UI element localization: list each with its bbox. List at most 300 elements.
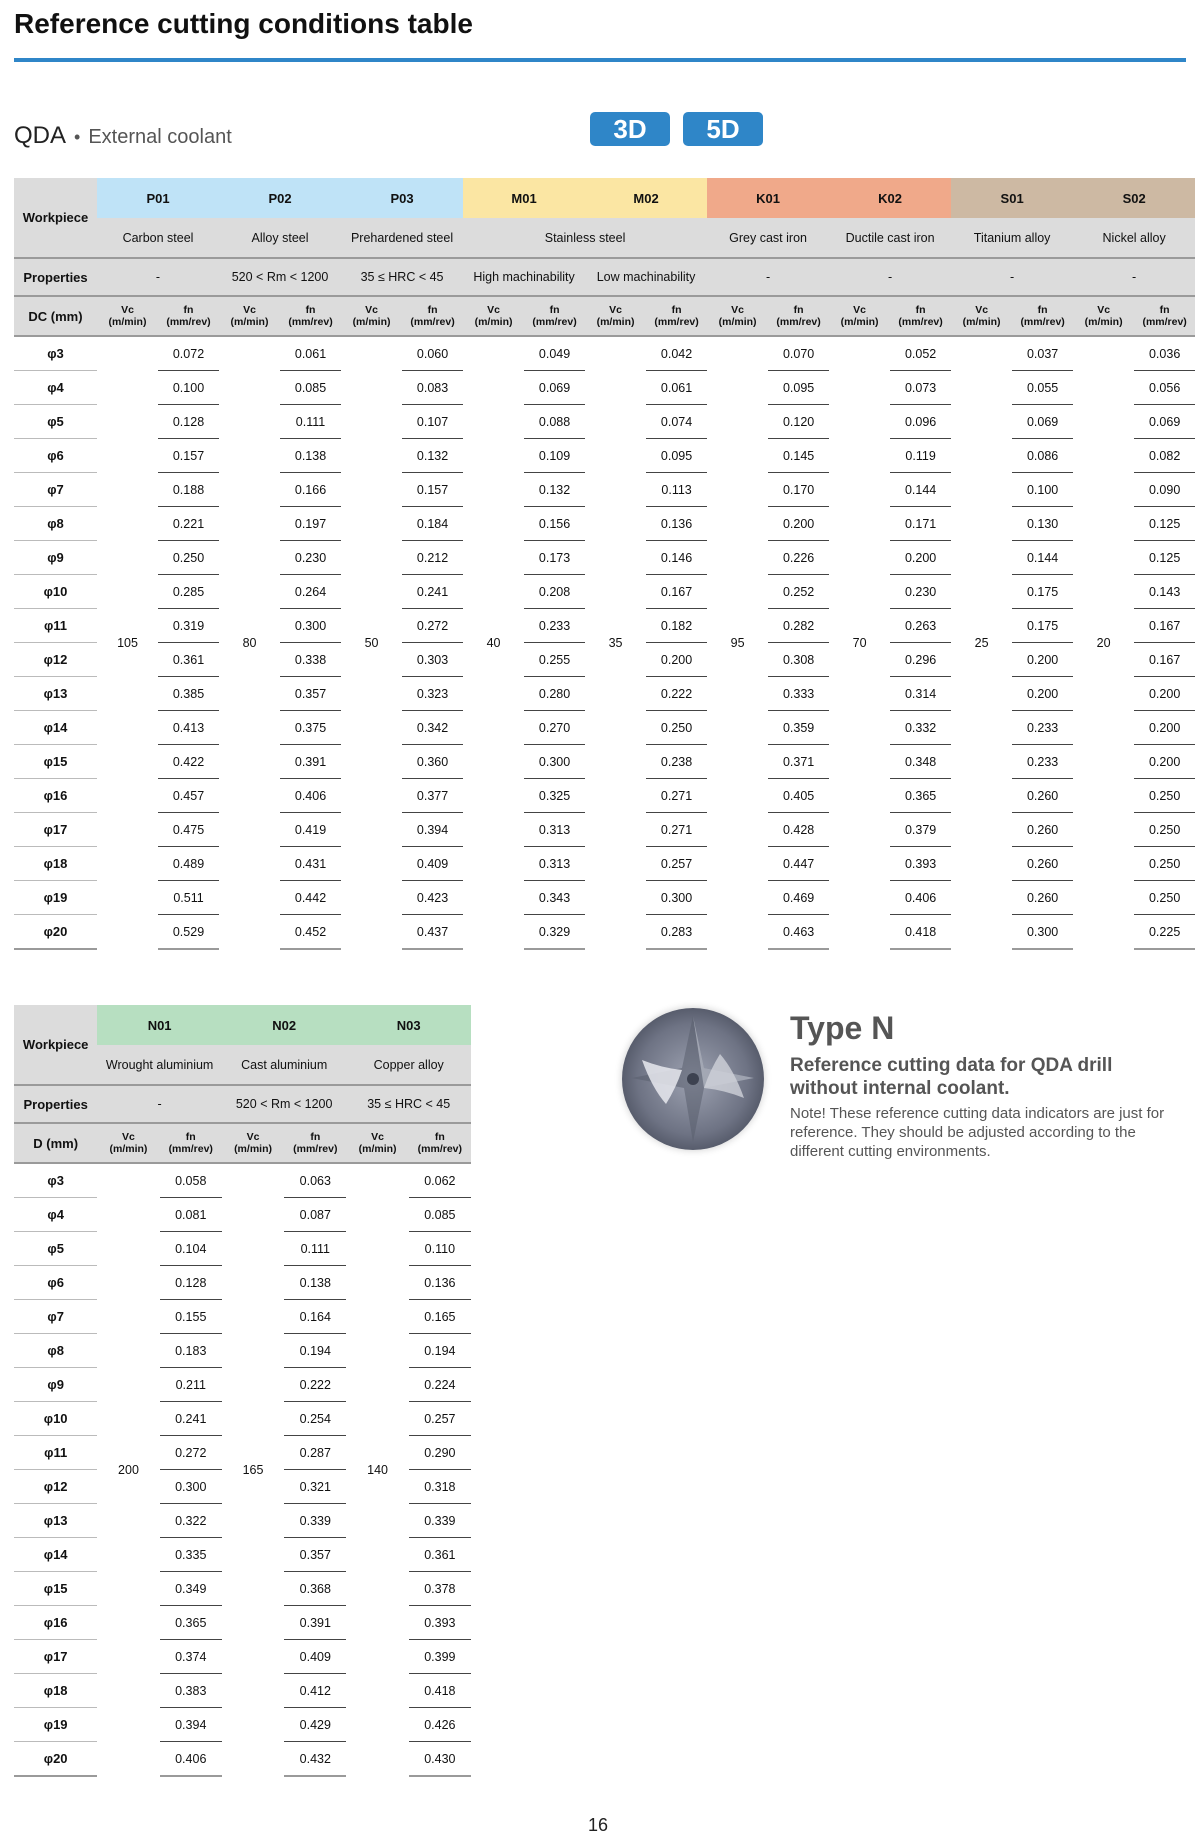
fn-cell: 0.405 bbox=[768, 779, 829, 813]
fn-cell: 0.385 bbox=[158, 677, 219, 711]
material-code: K02 bbox=[829, 178, 951, 218]
property-value: 520 < Rm < 1200 bbox=[219, 258, 341, 296]
fn-cell: 0.175 bbox=[1012, 609, 1073, 643]
vc-header-label: Vc bbox=[246, 1131, 260, 1143]
fn-cell: 0.167 bbox=[1134, 643, 1195, 677]
fn-cell: 0.437 bbox=[402, 915, 463, 950]
diameter-cell: φ17 bbox=[14, 813, 97, 847]
diameter-cell: φ18 bbox=[14, 847, 97, 881]
fn-cell: 0.083 bbox=[402, 371, 463, 405]
diameter-cell: φ11 bbox=[14, 609, 97, 643]
fn-header-unit: (mm/rev) bbox=[417, 1143, 463, 1155]
vc-header-label: Vc bbox=[122, 1131, 135, 1143]
fn-cell: 0.371 bbox=[768, 745, 829, 779]
fn-cell: 0.457 bbox=[158, 779, 219, 813]
type-n-description: Reference cutting data for QDA drill without internal coolant. bbox=[790, 1055, 1113, 1099]
vc-header-unit: (m/min) bbox=[718, 316, 757, 328]
fn-cell: 0.263 bbox=[890, 609, 951, 643]
fn-header-unit: (mm/rev) bbox=[1020, 316, 1065, 328]
fn-cell: 0.296 bbox=[890, 643, 951, 677]
fn-header bbox=[890, 296, 951, 336]
fn-cell: 0.409 bbox=[402, 847, 463, 881]
fn-cell: 0.463 bbox=[768, 915, 829, 950]
property-value: - bbox=[97, 258, 219, 296]
fn-cell: 0.072 bbox=[158, 336, 219, 371]
fn-cell: 0.109 bbox=[524, 439, 585, 473]
fn-header-label: fn bbox=[1037, 304, 1048, 316]
diameter-cell: φ4 bbox=[14, 371, 97, 405]
fn-cell: 0.272 bbox=[160, 1436, 222, 1470]
diameter-cell: φ13 bbox=[14, 1504, 97, 1538]
fn-cell: 0.125 bbox=[1134, 507, 1195, 541]
fn-cell: 0.322 bbox=[160, 1504, 222, 1538]
diameter-cell: φ20 bbox=[14, 1742, 97, 1777]
fn-cell: 0.475 bbox=[158, 813, 219, 847]
fn-cell: 0.429 bbox=[284, 1708, 346, 1742]
vc-cell: 200 bbox=[118, 1463, 139, 1477]
fn-cell: 0.188 bbox=[158, 473, 219, 507]
fn-cell: 0.303 bbox=[402, 643, 463, 677]
vc-header bbox=[222, 1123, 284, 1163]
fn-cell: 0.406 bbox=[160, 1742, 222, 1777]
vc-header-label: Vc bbox=[371, 1131, 384, 1143]
diameter-cell: φ13 bbox=[14, 677, 97, 711]
vc-header bbox=[463, 296, 524, 336]
property-value: 35 ≤ HRC < 45 bbox=[341, 258, 463, 296]
vc-cell: 25 bbox=[974, 636, 989, 650]
fn-cell: 0.529 bbox=[158, 915, 219, 950]
product-name: QDA bbox=[14, 122, 67, 149]
fn-header-unit: (mm/rev) bbox=[166, 316, 211, 328]
fn-cell: 0.225 bbox=[1134, 915, 1195, 950]
fn-cell: 0.104 bbox=[160, 1232, 222, 1266]
fn-cell: 0.146 bbox=[646, 541, 707, 575]
fn-cell: 0.469 bbox=[768, 881, 829, 915]
fn-cell: 0.200 bbox=[646, 643, 707, 677]
fn-header-label: fn bbox=[427, 304, 438, 316]
fn-cell: 0.073 bbox=[890, 371, 951, 405]
fn-cell: 0.058 bbox=[160, 1163, 222, 1198]
diameter-cell: φ12 bbox=[14, 1470, 97, 1504]
property-value: 520 < Rm < 1200 bbox=[222, 1085, 347, 1123]
fn-cell: 0.452 bbox=[280, 915, 341, 950]
fn-cell: 0.222 bbox=[646, 677, 707, 711]
fn-cell: 0.165 bbox=[409, 1300, 471, 1334]
fn-cell: 0.144 bbox=[1012, 541, 1073, 575]
fn-cell: 0.374 bbox=[160, 1640, 222, 1674]
fn-cell: 0.238 bbox=[646, 745, 707, 779]
fn-cell: 0.413 bbox=[158, 711, 219, 745]
fn-cell: 0.431 bbox=[280, 847, 341, 881]
fn-cell: 0.423 bbox=[402, 881, 463, 915]
diameter-cell: φ5 bbox=[14, 405, 97, 439]
property-value: - bbox=[97, 1085, 222, 1123]
table-row bbox=[14, 336, 1195, 371]
fn-cell: 0.365 bbox=[160, 1606, 222, 1640]
fn-cell: 0.250 bbox=[1134, 779, 1195, 813]
fn-header-unit: (mm/rev) bbox=[532, 316, 577, 328]
material-name: Titanium alloy bbox=[951, 218, 1073, 258]
fn-cell: 0.318 bbox=[409, 1470, 471, 1504]
fn-cell: 0.128 bbox=[158, 405, 219, 439]
fn-cell: 0.222 bbox=[284, 1368, 346, 1402]
vc-cell: 70 bbox=[852, 636, 867, 650]
material-code: P03 bbox=[341, 178, 463, 218]
diameter-cell: φ8 bbox=[14, 1334, 97, 1368]
fn-cell: 0.332 bbox=[890, 711, 951, 745]
vc-header-label: Vc bbox=[731, 304, 744, 316]
fn-header-label: fn bbox=[671, 304, 682, 316]
fn-cell: 0.164 bbox=[284, 1300, 346, 1334]
fn-cell: 0.250 bbox=[1134, 847, 1195, 881]
material-code: P02 bbox=[219, 178, 341, 218]
fn-cell: 0.086 bbox=[1012, 439, 1073, 473]
fn-cell: 0.409 bbox=[284, 1640, 346, 1674]
fn-cell: 0.432 bbox=[284, 1742, 346, 1777]
fn-cell: 0.365 bbox=[890, 779, 951, 813]
vc-header bbox=[97, 1123, 159, 1163]
fn-cell: 0.182 bbox=[646, 609, 707, 643]
vc-header-label: Vc bbox=[487, 304, 500, 316]
fn-cell: 0.173 bbox=[524, 541, 585, 575]
fn-cell: 0.055 bbox=[1012, 371, 1073, 405]
property-value: Low machinability bbox=[585, 258, 707, 296]
fn-cell: 0.069 bbox=[524, 371, 585, 405]
material-name: Wrought aluminium bbox=[97, 1045, 222, 1085]
vc-header-unit: (m/min) bbox=[358, 1143, 397, 1155]
property-value: - bbox=[1073, 258, 1195, 296]
workpiece-label: Workpiece bbox=[14, 178, 97, 258]
diameter-cell: φ6 bbox=[14, 1266, 97, 1300]
material-name: Carbon steel bbox=[97, 218, 219, 258]
fn-cell: 0.313 bbox=[524, 813, 585, 847]
fn-cell: 0.096 bbox=[890, 405, 951, 439]
diameter-cell: φ15 bbox=[14, 1572, 97, 1606]
vc-header-unit: (m/min) bbox=[108, 316, 147, 328]
fn-cell: 0.447 bbox=[768, 847, 829, 881]
diameter-cell: φ11 bbox=[14, 1436, 97, 1470]
fn-cell: 0.036 bbox=[1134, 336, 1195, 371]
material-name: Cast aluminium bbox=[222, 1045, 347, 1085]
fn-cell: 0.170 bbox=[768, 473, 829, 507]
vc-cell: 50 bbox=[364, 636, 379, 650]
fn-cell: 0.241 bbox=[160, 1402, 222, 1436]
material-code: N02 bbox=[222, 1005, 347, 1045]
fn-cell: 0.368 bbox=[284, 1572, 346, 1606]
fn-cell: 0.200 bbox=[1012, 677, 1073, 711]
diameter-cell: φ10 bbox=[14, 1402, 97, 1436]
fn-cell: 0.061 bbox=[280, 336, 341, 371]
property-value: 35 ≤ HRC < 45 bbox=[346, 1085, 471, 1123]
fn-cell: 0.323 bbox=[402, 677, 463, 711]
fn-cell: 0.285 bbox=[158, 575, 219, 609]
fn-cell: 0.136 bbox=[409, 1266, 471, 1300]
fn-cell: 0.100 bbox=[158, 371, 219, 405]
vc-header bbox=[707, 296, 768, 336]
fn-cell: 0.349 bbox=[160, 1572, 222, 1606]
vc-cell: 80 bbox=[242, 636, 257, 650]
workpiece-label: Workpiece bbox=[14, 1005, 97, 1085]
title-rule bbox=[14, 58, 1186, 62]
fn-cell: 0.489 bbox=[158, 847, 219, 881]
fn-header bbox=[1012, 296, 1073, 336]
fn-cell: 0.378 bbox=[409, 1572, 471, 1606]
fn-cell: 0.339 bbox=[284, 1504, 346, 1538]
fn-cell: 0.357 bbox=[280, 677, 341, 711]
fn-cell: 0.260 bbox=[1012, 847, 1073, 881]
fn-cell: 0.280 bbox=[524, 677, 585, 711]
fn-cell: 0.062 bbox=[409, 1163, 471, 1198]
fn-cell: 0.171 bbox=[890, 507, 951, 541]
fn-cell: 0.194 bbox=[409, 1334, 471, 1368]
fn-cell: 0.329 bbox=[524, 915, 585, 950]
fn-cell: 0.155 bbox=[160, 1300, 222, 1334]
property-value: - bbox=[707, 258, 829, 296]
fn-cell: 0.360 bbox=[402, 745, 463, 779]
fn-cell: 0.254 bbox=[284, 1402, 346, 1436]
diameter-cell: φ16 bbox=[14, 1606, 97, 1640]
drill-tip-image bbox=[622, 1008, 764, 1150]
fn-header-label: fn bbox=[305, 304, 316, 316]
vc-header-label: Vc bbox=[609, 304, 622, 316]
material-name: Ductile cast iron bbox=[829, 218, 951, 258]
fn-cell: 0.348 bbox=[890, 745, 951, 779]
vc-cell: 40 bbox=[486, 636, 501, 650]
fn-cell: 0.391 bbox=[284, 1606, 346, 1640]
fn-cell: 0.095 bbox=[768, 371, 829, 405]
fn-cell: 0.069 bbox=[1012, 405, 1073, 439]
fn-cell: 0.260 bbox=[1012, 813, 1073, 847]
fn-cell: 0.200 bbox=[1134, 745, 1195, 779]
vc-header-unit: (m/min) bbox=[1084, 316, 1123, 328]
coolant-type: External coolant bbox=[88, 126, 232, 148]
diameter-cell: φ5 bbox=[14, 1232, 97, 1266]
property-value: High machinability bbox=[463, 258, 585, 296]
fn-cell: 0.107 bbox=[402, 405, 463, 439]
fn-cell: 0.412 bbox=[284, 1674, 346, 1708]
fn-cell: 0.241 bbox=[402, 575, 463, 609]
material-name: Alloy steel bbox=[219, 218, 341, 258]
fn-cell: 0.325 bbox=[524, 779, 585, 813]
diameter-cell: φ7 bbox=[14, 1300, 97, 1334]
vc-cell: 20 bbox=[1096, 636, 1111, 650]
fn-cell: 0.132 bbox=[402, 439, 463, 473]
vc-cell: 35 bbox=[608, 636, 623, 650]
fn-cell: 0.200 bbox=[1134, 677, 1195, 711]
fn-cell: 0.063 bbox=[284, 1163, 346, 1198]
fn-header-label: fn bbox=[915, 304, 926, 316]
diameter-cell: φ20 bbox=[14, 915, 97, 950]
fn-cell: 0.300 bbox=[646, 881, 707, 915]
diameter-cell: φ17 bbox=[14, 1640, 97, 1674]
fn-cell: 0.138 bbox=[280, 439, 341, 473]
diameter-cell: φ14 bbox=[14, 711, 97, 745]
fn-cell: 0.399 bbox=[409, 1640, 471, 1674]
diameter-cell: φ7 bbox=[14, 473, 97, 507]
diameter-cell: φ14 bbox=[14, 1538, 97, 1572]
fn-header bbox=[1134, 296, 1195, 336]
fn-cell: 0.200 bbox=[1134, 711, 1195, 745]
fn-cell: 0.419 bbox=[280, 813, 341, 847]
diameter-cell: φ18 bbox=[14, 1674, 97, 1708]
fn-cell: 0.319 bbox=[158, 609, 219, 643]
fn-cell: 0.200 bbox=[768, 507, 829, 541]
drill-tip-icon bbox=[622, 1008, 764, 1150]
fn-cell: 0.233 bbox=[1012, 745, 1073, 779]
fn-cell: 0.233 bbox=[524, 609, 585, 643]
vc-header bbox=[585, 296, 646, 336]
fn-cell: 0.111 bbox=[280, 405, 341, 439]
fn-header-unit: (mm/rev) bbox=[776, 316, 821, 328]
fn-cell: 0.250 bbox=[1134, 813, 1195, 847]
fn-cell: 0.406 bbox=[890, 881, 951, 915]
fn-cell: 0.257 bbox=[409, 1402, 471, 1436]
vc-cell: 95 bbox=[730, 636, 745, 650]
material-name: Copper alloy bbox=[346, 1045, 471, 1085]
fn-cell: 0.120 bbox=[768, 405, 829, 439]
fn-cell: 0.338 bbox=[280, 643, 341, 677]
fn-cell: 0.272 bbox=[402, 609, 463, 643]
fn-cell: 0.361 bbox=[409, 1538, 471, 1572]
properties-label: Properties bbox=[14, 258, 97, 296]
diameter-cell: φ10 bbox=[14, 575, 97, 609]
material-code: M02 bbox=[585, 178, 707, 218]
fn-cell: 0.208 bbox=[524, 575, 585, 609]
material-code: N01 bbox=[97, 1005, 222, 1045]
cutting-table-2 bbox=[14, 1005, 471, 1777]
material-code: P01 bbox=[97, 178, 219, 218]
property-value: - bbox=[829, 258, 951, 296]
vc-cell: 105 bbox=[117, 636, 138, 650]
fn-cell: 0.361 bbox=[158, 643, 219, 677]
fn-cell: 0.250 bbox=[158, 541, 219, 575]
vc-header bbox=[829, 296, 890, 336]
vc-header-unit: (m/min) bbox=[230, 316, 269, 328]
fn-cell: 0.074 bbox=[646, 405, 707, 439]
page-number: 16 bbox=[588, 1815, 609, 1835]
fn-cell: 0.335 bbox=[160, 1538, 222, 1572]
fn-cell: 0.379 bbox=[890, 813, 951, 847]
fn-cell: 0.042 bbox=[646, 336, 707, 371]
diameter-cell: φ9 bbox=[14, 1368, 97, 1402]
fn-cell: 0.132 bbox=[524, 473, 585, 507]
fn-header bbox=[158, 296, 219, 336]
fn-cell: 0.426 bbox=[409, 1708, 471, 1742]
fn-cell: 0.230 bbox=[890, 575, 951, 609]
table-row bbox=[14, 1163, 471, 1198]
diameter-cell: φ19 bbox=[14, 1708, 97, 1742]
dc-label: D (mm) bbox=[14, 1123, 97, 1163]
fn-header bbox=[280, 296, 341, 336]
fn-cell: 0.250 bbox=[1134, 881, 1195, 915]
fn-cell: 0.166 bbox=[280, 473, 341, 507]
diameter-cell: φ3 bbox=[14, 336, 97, 371]
fn-cell: 0.138 bbox=[284, 1266, 346, 1300]
fn-cell: 0.056 bbox=[1134, 371, 1195, 405]
fn-cell: 0.070 bbox=[768, 336, 829, 371]
vc-cell: 140 bbox=[367, 1463, 388, 1477]
fn-cell: 0.264 bbox=[280, 575, 341, 609]
fn-cell: 0.090 bbox=[1134, 473, 1195, 507]
fn-cell: 0.157 bbox=[158, 439, 219, 473]
fn-header-label: fn bbox=[793, 304, 804, 316]
fn-cell: 0.167 bbox=[646, 575, 707, 609]
fn-cell: 0.221 bbox=[158, 507, 219, 541]
fn-cell: 0.406 bbox=[280, 779, 341, 813]
vc-header-label: Vc bbox=[1097, 304, 1111, 316]
fn-cell: 0.144 bbox=[890, 473, 951, 507]
vc-header-unit: (m/min) bbox=[962, 316, 1001, 328]
diameter-cell: φ3 bbox=[14, 1163, 97, 1198]
material-name: Grey cast iron bbox=[707, 218, 829, 258]
fn-cell: 0.313 bbox=[524, 847, 585, 881]
fn-cell: 0.357 bbox=[284, 1538, 346, 1572]
vc-header-unit: (m/min) bbox=[352, 316, 391, 328]
fn-cell: 0.082 bbox=[1134, 439, 1195, 473]
vc-header bbox=[951, 296, 1012, 336]
diameter-cell: φ4 bbox=[14, 1198, 97, 1232]
fn-cell: 0.252 bbox=[768, 575, 829, 609]
fn-cell: 0.290 bbox=[409, 1436, 471, 1470]
fn-cell: 0.226 bbox=[768, 541, 829, 575]
fn-cell: 0.049 bbox=[524, 336, 585, 371]
fn-cell: 0.418 bbox=[890, 915, 951, 950]
fn-cell: 0.095 bbox=[646, 439, 707, 473]
vc-header bbox=[219, 296, 280, 336]
fn-cell: 0.375 bbox=[280, 711, 341, 745]
fn-header bbox=[402, 296, 463, 336]
fn-cell: 0.110 bbox=[409, 1232, 471, 1266]
fn-cell: 0.200 bbox=[1012, 643, 1073, 677]
fn-header bbox=[768, 296, 829, 336]
type-n-note: Note! These reference cutting data indicators are just for reference. They should be adjusted according to the different cutting environments. bbox=[790, 1105, 1165, 1160]
fn-cell: 0.442 bbox=[280, 881, 341, 915]
fn-header-label: fn bbox=[310, 1131, 321, 1143]
type-n-title: Type N bbox=[790, 1010, 895, 1046]
fn-header-label: fn bbox=[549, 304, 560, 316]
diameter-cell: φ12 bbox=[14, 643, 97, 677]
fn-header-unit: (mm/rev) bbox=[168, 1143, 213, 1155]
material-name: Prehardened steel bbox=[341, 218, 463, 258]
fn-header-label: fn bbox=[183, 304, 194, 316]
fn-cell: 0.156 bbox=[524, 507, 585, 541]
fn-cell: 0.183 bbox=[160, 1334, 222, 1368]
fn-cell: 0.100 bbox=[1012, 473, 1073, 507]
properties-label: Properties bbox=[14, 1085, 97, 1123]
fn-cell: 0.282 bbox=[768, 609, 829, 643]
fn-cell: 0.339 bbox=[409, 1504, 471, 1538]
fn-cell: 0.321 bbox=[284, 1470, 346, 1504]
fn-header-unit: (mm/rev) bbox=[293, 1143, 338, 1155]
fn-cell: 0.377 bbox=[402, 779, 463, 813]
fn-cell: 0.060 bbox=[402, 336, 463, 371]
fn-cell: 0.197 bbox=[280, 507, 341, 541]
fn-cell: 0.212 bbox=[402, 541, 463, 575]
fn-header-unit: (mm/rev) bbox=[898, 316, 943, 328]
diameter-cell: φ19 bbox=[14, 881, 97, 915]
fn-cell: 0.128 bbox=[160, 1266, 222, 1300]
fn-cell: 0.260 bbox=[1012, 881, 1073, 915]
fn-cell: 0.119 bbox=[890, 439, 951, 473]
vc-header-unit: (m/min) bbox=[109, 1143, 148, 1155]
fn-cell: 0.394 bbox=[160, 1708, 222, 1742]
fn-cell: 0.393 bbox=[890, 847, 951, 881]
vc-header bbox=[341, 296, 402, 336]
vc-header-unit: (m/min) bbox=[840, 316, 879, 328]
cutting-table-1 bbox=[14, 178, 1195, 950]
vc-header-label: Vc bbox=[243, 304, 256, 316]
vc-header-unit: (m/min) bbox=[596, 316, 635, 328]
